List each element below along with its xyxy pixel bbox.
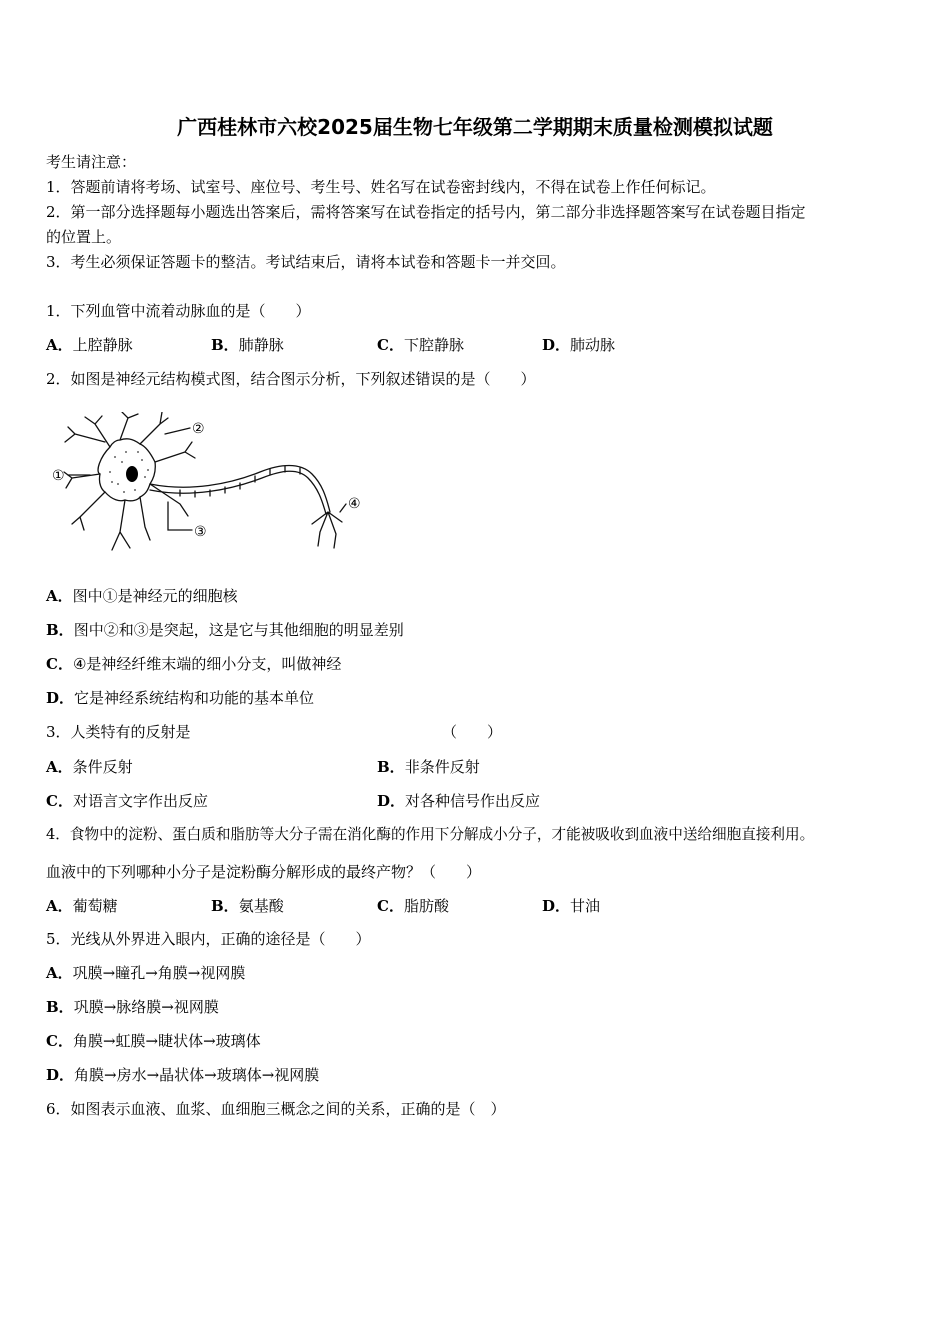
neuron-diagram xyxy=(50,412,370,562)
q1-option-a: A．上腔静脉 xyxy=(46,336,133,354)
q5-option-c: C．角膜→虹膜→睫状体→玻璃体 xyxy=(46,1032,261,1050)
q5-option-b: B．巩膜→脉络膜→视网膜 xyxy=(46,998,219,1016)
question-3-bracket: （ ） xyxy=(442,723,503,741)
question-6-stem: 6．如图表示血液、血浆、血细胞三概念之间的关系，正确的是（ ） xyxy=(46,1100,506,1118)
q5-option-a: A．巩膜→瞳孔→角膜→视网膜 xyxy=(46,964,246,982)
question-5-stem: 5．光线从外界进入眼内，正确的途径是（ ） xyxy=(46,930,371,948)
question-4-stem: 4．食物中的淀粉、蛋白质和脂肪等大分子需在消化酶的作用下分解成小分子，才能被吸收到血液中送给细胞直接利用。 xyxy=(46,826,815,843)
label-4: ④ xyxy=(348,496,361,512)
q4-option-d: D．甘油 xyxy=(542,897,601,915)
q2-option-a: A．图中①是神经元的细胞核 xyxy=(46,587,238,605)
q3-option-d: D．对各种信号作出反应 xyxy=(377,792,541,810)
question-3-stem: 3．人类特有的反射是 xyxy=(46,723,191,741)
notice-line: 的位置上。 xyxy=(46,228,122,246)
page-title: 广西桂林市六校2025届生物七年级第二学期期末质量检测模拟试题 xyxy=(177,115,773,139)
q3-option-b: B．非条件反射 xyxy=(377,758,480,776)
question-1-stem: 1．下列血管中流着动脉血的是（ ） xyxy=(46,302,311,320)
q4-option-b: B．氨基酸 xyxy=(211,897,284,915)
q5-option-d: D．角膜→房水→晶状体→玻璃体→视网膜 xyxy=(46,1066,320,1084)
q2-option-b: B．图中②和③是突起，这是它与其他细胞的明显差别 xyxy=(46,621,404,639)
question-2-stem: 2．如图是神经元结构模式图，结合图示分析，下列叙述错误的是（ ） xyxy=(46,370,536,388)
notice-heading: 考生请注意： xyxy=(46,153,137,171)
notice-line: 2．第一部分选择题每小题选出答案后，需将答案写在试卷指定的括号内，第二部分非选择题答案写在试卷题目指定 xyxy=(46,203,806,221)
nucleus-shape xyxy=(126,466,138,482)
label-2: ② xyxy=(192,421,205,437)
q4-option-a: A．葡萄糖 xyxy=(46,897,118,915)
q4-option-c: C．脂肪酸 xyxy=(377,897,449,915)
q2-option-d: D．它是神经系统结构和功能的基本单位 xyxy=(46,689,315,707)
label-3: ③ xyxy=(194,524,207,540)
q1-option-d: D．肺动脉 xyxy=(542,336,616,354)
notice-line: 3．考生必须保证答题卡的整洁。考试结束后，请将本试卷和答题卡一并交回。 xyxy=(46,253,566,271)
q2-option-c: C．④是神经纤维末端的细小分支，叫做神经 xyxy=(46,655,342,673)
notice-line: 1．答题前请将考场、试室号、座位号、考生号、姓名写在试卷密封线内，不得在试卷上作任何标记。 xyxy=(46,178,716,196)
q1-option-c: C．下腔静脉 xyxy=(377,336,464,354)
label-1: ① xyxy=(52,468,65,484)
q1-option-b: B．肺静脉 xyxy=(211,336,284,354)
q3-option-c: C．对语言文字作出反应 xyxy=(46,792,208,810)
q3-option-a: A．条件反射 xyxy=(46,758,133,776)
question-4-stem-cont: 血液中的下列哪种小分子是淀粉酶分解形成的最终产物？（ ） xyxy=(46,863,482,881)
